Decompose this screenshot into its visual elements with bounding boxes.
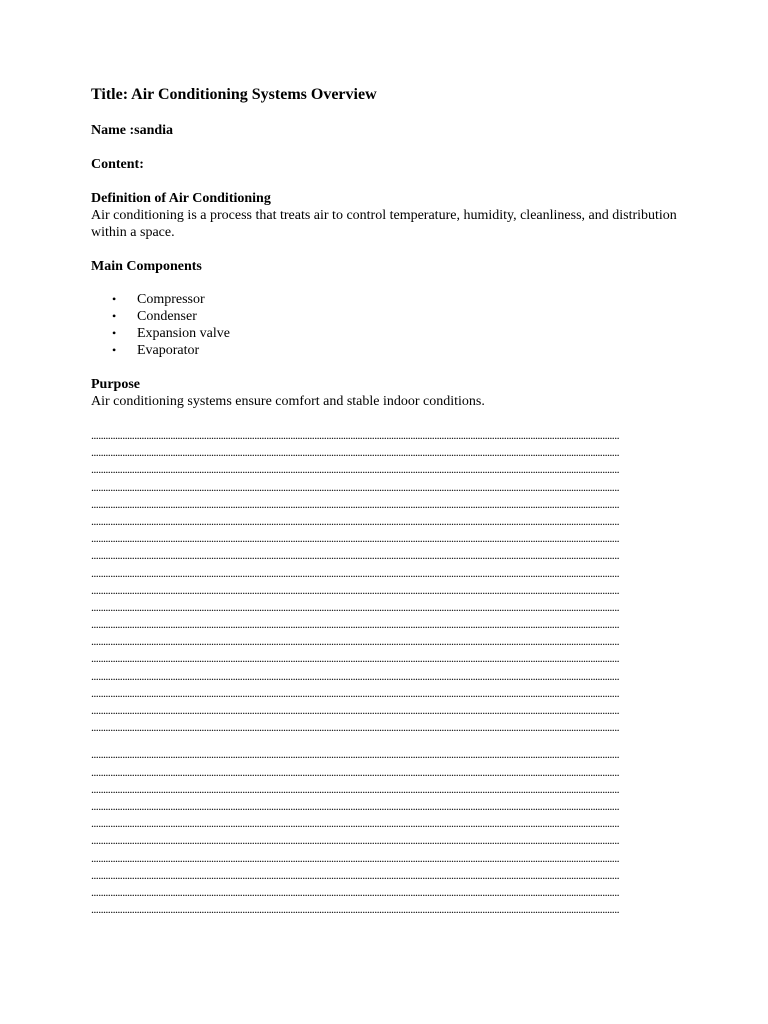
dotted-line: ............................................................................................................................................................................................................................ xyxy=(91,565,620,580)
content-label: Content: xyxy=(91,157,144,172)
section-definition xyxy=(91,190,691,241)
writing-lines xyxy=(91,427,691,918)
dotted-line: ............................................................................................................................................................................................................................ xyxy=(91,548,620,563)
dotted-line: ............................................................................................................................................................................................................................ xyxy=(91,703,620,717)
section-main-components xyxy=(91,258,691,359)
section-text-definition: Air conditioning is a process that treats air to control temperature, humidity, cleanliness, and distribution within a space. xyxy=(91,208,677,240)
section-text-purpose: Air conditioning systems ensure comfort and stable indoor conditions. xyxy=(91,394,485,409)
dotted-line: ............................................................................................................................................................................................................................ xyxy=(91,634,620,649)
list-item xyxy=(91,342,691,359)
list-item-text: Expansion valve xyxy=(137,326,230,341)
dotted-line: ............................................................................................................................................................................................................................ xyxy=(91,798,620,813)
dotted-line: ............................................................................................................................................................................................................................ xyxy=(91,582,620,597)
dotted-line: ............................................................................................................................................................................................................................ xyxy=(91,651,620,666)
dotted-line: ............................................................................................................................................................................................................................ xyxy=(91,902,620,917)
section-purpose xyxy=(91,376,691,410)
dotted-line: ............................................................................................................................................................................................................................ xyxy=(91,428,620,442)
dotted-line: ............................................................................................................................................................................................................................ xyxy=(91,496,620,511)
author-name: Name :sandia xyxy=(91,123,174,138)
dotted-line: ............................................................................................................................................................................................................................ xyxy=(91,720,620,735)
section-heading-purpose: Purpose xyxy=(91,377,140,392)
bullet-icon: • xyxy=(112,309,117,323)
list-item xyxy=(91,325,691,342)
dotted-line: ............................................................................................................................................................................................................................ xyxy=(91,850,620,865)
list-item-text: Evaporator xyxy=(137,343,200,358)
dotted-line: ............................................................................................................................................................................................................................ xyxy=(91,816,620,831)
list-item xyxy=(91,291,691,308)
dotted-line: ............................................................................................................................................................................................................................ xyxy=(91,531,620,546)
bullet-icon: • xyxy=(112,292,117,306)
list-item xyxy=(91,308,691,325)
document-page xyxy=(91,84,691,918)
dotted-line: ............................................................................................................................................................................................................................ xyxy=(91,833,620,848)
section-heading-main-components: Main Components xyxy=(91,259,202,274)
bullet-icon: • xyxy=(112,326,117,340)
list-item-text: Condenser xyxy=(137,309,197,324)
dotted-line: ............................................................................................................................................................................................................................ xyxy=(91,867,620,882)
section-heading-definition: Definition of Air Conditioning xyxy=(91,191,271,206)
document-title: Title: Air Conditioning Systems Overview xyxy=(91,86,377,103)
bullet-icon: • xyxy=(112,343,117,357)
list-item-text: Compressor xyxy=(137,292,205,307)
dotted-line: ............................................................................................................................................................................................................................ xyxy=(91,668,620,683)
dotted-line: ............................................................................................................................................................................................................................ xyxy=(91,764,620,779)
dotted-line: ............................................................................................................................................................................................................................ xyxy=(91,884,620,899)
dotted-line: ............................................................................................................................................................................................................................ xyxy=(91,747,620,762)
dotted-line: ............................................................................................................................................................................................................................ xyxy=(91,617,620,632)
dotted-line: ............................................................................................................................................................................................................................ xyxy=(91,599,620,614)
dotted-line: ............................................................................................................................................................................................................................ xyxy=(91,479,620,494)
dotted-line: ............................................................................................................................................................................................................................ xyxy=(91,513,620,528)
dotted-line: ............................................................................................................................................................................................................................ xyxy=(91,445,620,460)
dotted-line: ............................................................................................................................................................................................................................ xyxy=(91,685,620,700)
dotted-line: ............................................................................................................................................................................................................................ xyxy=(91,462,620,477)
dotted-line: ............................................................................................................................................................................................................................ xyxy=(91,781,620,796)
components-list xyxy=(91,291,691,359)
